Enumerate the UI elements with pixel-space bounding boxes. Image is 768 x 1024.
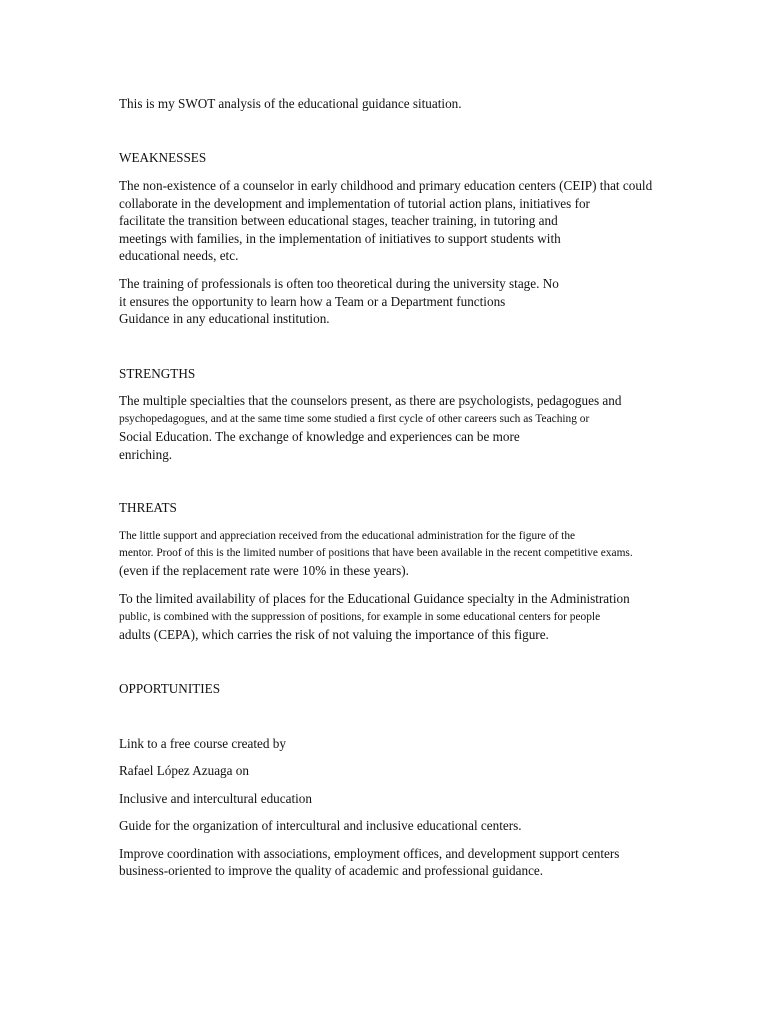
threats-paragraph-1-line: (even if the replacement rate were 10% in these years). [119, 563, 409, 578]
improve-paragraph-line: Improve coordination with associations, employment offices, and development support centers [119, 846, 620, 861]
improve-paragraph-line: business-oriented to improve the quality of academic and professional guidance. [119, 863, 544, 878]
threats-paragraph-1-line: The little support and appreciation received from the educational administration for the figure of the [119, 530, 576, 542]
threats-heading: THREATS [119, 500, 177, 515]
threats-paragraph-2-line: adults (CEPA), which carries the risk of not valuing the importance of this figure. [119, 627, 549, 642]
strengths-paragraph-line: psychopedagogues, and at the same time some studied a first cycle of other careers such as Teaching or [119, 413, 590, 425]
threats-paragraph-1-line: mentor. Proof of this is the limited number of positions that have been available in the recent competitive exams. [119, 547, 633, 559]
course-title: Inclusive and intercultural education [119, 791, 312, 806]
threats-paragraph-2-line: To the limited availability of places for the Educational Guidance specialty in the Administration [119, 591, 630, 606]
intro-text: This is my SWOT analysis of the educational guidance situation. [119, 96, 462, 111]
weaknesses-paragraph-1-line: meetings with families, in the implementation of initiatives to support students with [119, 231, 561, 246]
threats-paragraph-2-line: public, is combined with the suppression of positions, for example in some educational centers for people [119, 611, 601, 623]
strengths-paragraph-line: Social Education. The exchange of knowledge and experiences can be more [119, 429, 520, 444]
weaknesses-paragraph-1-line: collaborate in the development and implementation of tutorial action plans, initiatives for [119, 196, 590, 211]
weaknesses-paragraph-2-line: it ensures the opportunity to learn how a Team or a Department functions [119, 294, 506, 309]
course-author: Rafael López Azuaga on [119, 763, 249, 778]
strengths-paragraph-line: enriching. [119, 447, 173, 462]
weaknesses-paragraph-1-line: educational needs, etc. [119, 248, 239, 263]
guide-text: Guide for the organization of intercultural and inclusive educational centers. [119, 818, 522, 833]
weaknesses-paragraph-2-line: The training of professionals is often too theoretical during the university stage. No [119, 276, 559, 291]
weaknesses-paragraph-2-line: Guidance in any educational institution. [119, 311, 330, 326]
weaknesses-paragraph-1-line: The non-existence of a counselor in early childhood and primary education centers (CEIP) that could [119, 178, 653, 193]
opportunities-heading: OPPORTUNITIES [119, 681, 221, 696]
weaknesses-paragraph-1-line: facilitate the transition between educational stages, teacher training, in tutoring and [119, 213, 558, 228]
course-link-intro: Link to a free course created by [119, 736, 286, 751]
strengths-paragraph-line: The multiple specialties that the counselors present, as there are psychologists, pedagogues and [119, 393, 622, 408]
weaknesses-heading: WEAKNESSES [119, 150, 207, 165]
strengths-heading: STRENGTHS [119, 366, 196, 381]
